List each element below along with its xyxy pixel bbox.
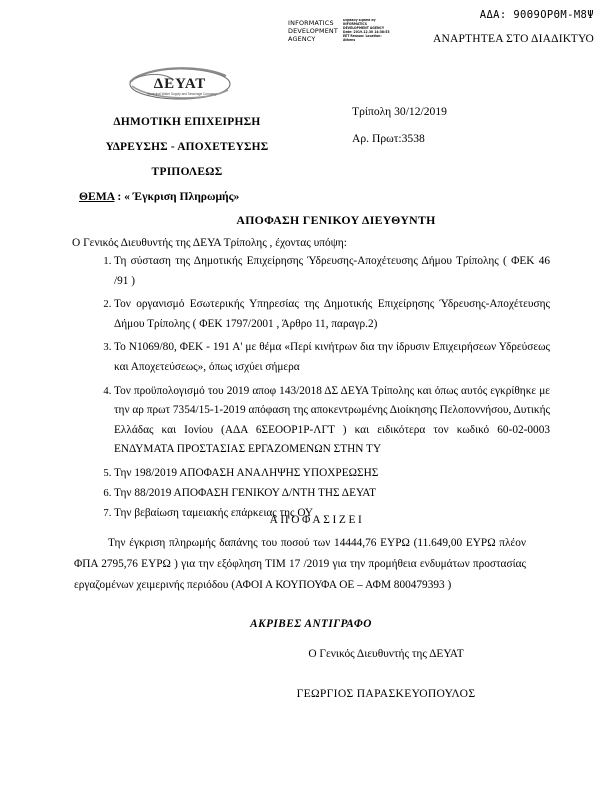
decision-heading: ΑΠΟΦΑΣΙΖΕΙ bbox=[269, 514, 365, 526]
list-item: 4. Τον προϋπολογισμό του 2019 αποφ 143/2018 ΔΣ ΔΕΥΑ Τρίπολης και όπως αυτός εγκρίθηκε με την αρ πρωτ 7354/15-1-2019 απόφαση της αποκεντρωμένης Διοίκησης Πελοποννήσου, Δυτικής Ελλάδας και Ιονίου (ΑΔΑ 6ΣΕΟΟΡ1Ρ-ΛΓΤ ) και ειδικότερα τον κωδικό 60-02-0003 ΕΝΔΥΜΑΤΑ ΠΡΟΣΤΑΣΙΑΣ ΕΡΓΑΖΟΜΕΝΩΝ ΣΤΗΝ ΤΥ bbox=[114, 382, 550, 460]
decision-body: Την έγκριση πληρωμής δαπάνης του ποσού των 14444,76 ΕΥΡΩ (11.649,00 ΕΥΡΩ πλέον ΦΠΑ 2795,76 ΕΥΡΩ ) για την εξόφληση ΤΙΜ 17 /2019 για την προμήθεια ενδυμάτων προστασίας εργαζομένων χειμερινής περιόδου (ΑΦΟΙ Α ΚΟΥΠΟΥΦΑ ΟΕ – ΑΦΜ 800479393 ) bbox=[74, 537, 526, 591]
publication-notice: ΑΝΑΡΤΗΤΕΑ ΣΤΟ ΔΙΑΔΙΚΤΥΟ bbox=[432, 33, 594, 45]
org-line-2: ΥΔΡΕΥΣΗΣ - ΑΠΟΧΕΤΕΥΣΗΣ bbox=[105, 141, 269, 153]
signature-details-microtext: Digitally signed by INFORMATICS DEVELOPMENT AGENCY Date: 2019.12.30 14:38:53 EET Reason: Location: Athens bbox=[343, 19, 390, 42]
subject-line bbox=[79, 190, 239, 203]
certified-copy-label: ΑΚΡΙΒΕΣ ΑΝΤΙΓΡΑΦΟ bbox=[250, 618, 372, 630]
ada-code: ΑΔΑ: 90Θ9ΟΡΘΜ-Μ8Ψ bbox=[479, 9, 594, 21]
subject-value: « Έγκριση Πληρωμής» bbox=[124, 190, 240, 203]
list-item: 3. Το Ν1069/80, ΦΕΚ - 191 Α' με θέμα «Περί κινήτρων δια την ίδρυσιν Επιχειρήσεων Υδρεύσεως και Αποχετεύσεως», όπως ισχύει σήμερα bbox=[114, 338, 550, 377]
deyat-logo bbox=[126, 62, 234, 106]
svg-text:ΔΕΥΑΤ: ΔΕΥΑΤ bbox=[153, 76, 207, 92]
org-line-1: ΔΗΜΟΤΙΚΗ ΕΠΙΧΕΙΡΗΣΗ bbox=[113, 116, 261, 128]
signer-role: Ο Γενικός Διευθυντής της ΔΕΥΑΤ bbox=[308, 648, 464, 660]
document-title: ΑΠΟΦΑΣΗ ΓΕΝΙΚΟΥ ΔΙΕΥΘΥΝΤΗ bbox=[236, 213, 436, 227]
list-item: 6. Την 88/2019 ΑΠΟΦΑΣΗ ΓΕΝΙΚΟΥ Δ/ΝΤΗ ΤΗΣ ΔΕΥΑΤ bbox=[114, 484, 550, 503]
intro-paragraph: Ο Γενικός Διευθυντής της ΔΕΥΑ Τρίπολης , έχοντας υπόψη: bbox=[72, 237, 347, 249]
document-meta bbox=[352, 98, 447, 152]
protocol-number: Αρ. Πρωτ:3538 bbox=[352, 132, 425, 145]
list-item: 7. Την βεβαίωση ταμειακής επάρκειας της ΟΥ bbox=[114, 504, 550, 523]
considerations-list bbox=[88, 252, 550, 524]
place-and-date: Τρίπολη 30/12/2019 bbox=[352, 105, 447, 118]
list-item: 1. Τη σύσταση της Δημοτικής Επιχείρησης Ύδρευσης-Αποχέτευσης Δήμου Τρίπολης ( ΦΕΚ 46 /91 ) bbox=[114, 252, 550, 291]
subject-label: ΘΕΜΑ bbox=[79, 190, 115, 203]
list-item: 5. Την 198/2019 ΑΠΟΦΑΣΗ ΑΝΑΛΗΨΗΣ ΥΠΟΧΡΕΩΣΗΣ bbox=[114, 464, 550, 483]
svg-text:Municipal Water Supply and Sew: Municipal Water Supply and Sewerage Company bbox=[147, 92, 217, 96]
org-line-3: ΤΡΙΠΟΛΕΩΣ bbox=[151, 166, 223, 178]
signature-agency-name: INFORMATICS DEVELOPMENT AGENCY bbox=[288, 19, 339, 44]
list-item: 2. Τον οργανισμό Εσωτερικής Υπηρεσίας της Δημοτικής Επιχείρησης Ύδρευσης-Αποχέτευσης Δήμου Τρίπολης ( ΦΕΚ 1797/2001 , Άρθρο 11, παραγρ.2) bbox=[114, 295, 550, 334]
organisation-name bbox=[62, 110, 312, 185]
subject-separator: : bbox=[114, 190, 125, 203]
signer-name: ΓΕΩΡΓΙΟΣ ΠΑΡΑΣΚΕΥΟΠΟΥΛΟΣ bbox=[296, 687, 476, 700]
